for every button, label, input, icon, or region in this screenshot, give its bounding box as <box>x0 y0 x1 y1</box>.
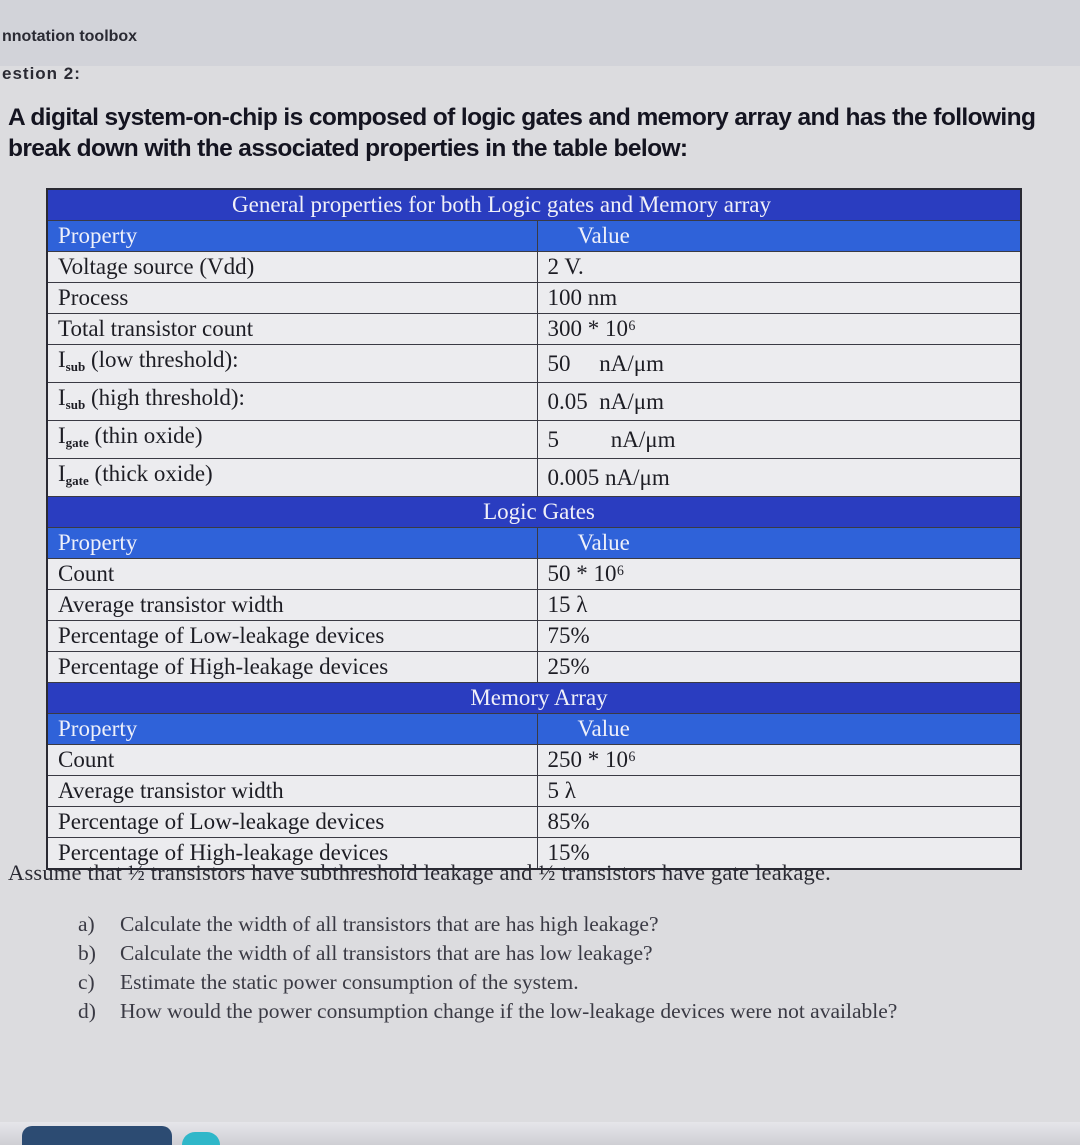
property-cell <box>47 383 537 421</box>
value-cell: 15% <box>537 838 1021 870</box>
property-rest: (low threshold): <box>85 347 239 372</box>
question-label-b: b) <box>78 941 96 965</box>
table-row <box>47 345 1021 383</box>
symbol-main: I <box>58 423 66 448</box>
symbol-sub: gate <box>65 473 89 488</box>
top-toolbar <box>0 0 1080 66</box>
value-cell: 85% <box>537 807 1021 838</box>
logic-header-row <box>47 528 1021 559</box>
property-cell: Percentage of High-leakage devices <box>47 838 537 870</box>
question-text-a: Calculate the width of all transistors that are has high leakage? <box>120 912 659 936</box>
annotation-toolbox-label[interactable]: nnotation toolbox <box>2 28 138 45</box>
table-row <box>47 559 1021 590</box>
property-cell <box>47 421 537 459</box>
value-cell: 0.05 nA/μm <box>537 383 1021 421</box>
general-col-value: Value <box>537 221 1021 252</box>
table-row <box>47 459 1021 497</box>
general-band-row <box>47 189 1021 221</box>
table-row <box>47 590 1021 621</box>
logic-band-title: Logic Gates <box>47 497 1021 528</box>
value-cell: 0.005 nA/μm <box>537 459 1021 497</box>
question-text-c: Estimate the static power consumption of the system. <box>120 970 579 994</box>
property-cell: Percentage of Low-leakage devices <box>47 807 537 838</box>
value-cell: 25% <box>537 652 1021 683</box>
memory-col-value: Value <box>537 714 1021 745</box>
value-cell: 50 * 10⁶ <box>537 559 1021 590</box>
value-cell: 100 nm <box>537 283 1021 314</box>
taskbar-shape <box>182 1132 220 1145</box>
taskbar-shape <box>22 1126 172 1145</box>
memory-band-row <box>47 683 1021 714</box>
question-label-a: a) <box>78 912 95 936</box>
property-cell <box>47 459 537 497</box>
general-header-row <box>47 221 1021 252</box>
symbol-sub: sub <box>65 359 86 374</box>
property-cell: Percentage of High-leakage devices <box>47 652 537 683</box>
table-row <box>47 652 1021 683</box>
property-cell: Percentage of Low-leakage devices <box>47 621 537 652</box>
value-cell: 2 V. <box>537 252 1021 283</box>
value-cell: 5 λ <box>537 776 1021 807</box>
logic-col-property: Property <box>47 528 537 559</box>
logic-band-row <box>47 497 1021 528</box>
table-row <box>47 745 1021 776</box>
logic-col-value: Value <box>537 528 1021 559</box>
property-rest: (thick oxide) <box>88 461 213 486</box>
list-item <box>78 997 1038 1026</box>
question-list <box>78 910 1038 1026</box>
table-row <box>47 807 1021 838</box>
value-cell: 50 nA/μm <box>537 345 1021 383</box>
question-label-c: c) <box>78 970 95 994</box>
symbol-sub: gate <box>65 435 89 450</box>
list-item <box>78 968 1038 997</box>
table-row <box>47 252 1021 283</box>
value-cell: 15 λ <box>537 590 1021 621</box>
question-text-d: How would the power consumption change if the low-leakage devices were not available? <box>120 999 898 1023</box>
memory-col-property: Property <box>47 714 537 745</box>
property-cell: Process <box>47 283 537 314</box>
assumption-text: Assume that ½ transistors have subthreshold leakage and ½ transistors have gate leakage. <box>8 860 831 885</box>
property-rest: (high threshold): <box>85 385 245 410</box>
property-cell: Count <box>47 745 537 776</box>
value-cell: 250 * 10⁶ <box>537 745 1021 776</box>
table-row <box>47 383 1021 421</box>
property-cell: Voltage source (Vdd) <box>47 252 537 283</box>
table-row <box>47 621 1021 652</box>
general-col-property: Property <box>47 221 537 252</box>
value-cell: 300 * 10⁶ <box>537 314 1021 345</box>
value-cell: 75% <box>537 621 1021 652</box>
general-band-title: General properties for both Logic gates and Memory array <box>47 189 1021 221</box>
question-text-b: Calculate the width of all transistors that are has low leakage? <box>120 941 653 965</box>
property-cell: Total transistor count <box>47 314 537 345</box>
symbol-main: I <box>58 347 66 372</box>
question-intro: A digital system-on-chip is composed of logic gates and memory array and has the following break down with the associated properties in the table below: <box>8 104 1036 162</box>
symbol-sub: sub <box>65 397 86 412</box>
property-cell: Average transistor width <box>47 590 537 621</box>
property-cell <box>47 345 537 383</box>
list-item <box>78 910 1038 939</box>
table-row <box>47 421 1021 459</box>
memory-band-title: Memory Array <box>47 683 1021 714</box>
properties-table <box>46 188 1022 870</box>
symbol-main: I <box>58 385 66 410</box>
question-label-d: d) <box>78 999 96 1023</box>
memory-header-row <box>47 714 1021 745</box>
property-rest: (thin oxide) <box>88 423 203 448</box>
question-label: estion 2: <box>2 64 81 83</box>
property-cell: Count <box>47 559 537 590</box>
property-cell: Average transistor width <box>47 776 537 807</box>
list-item <box>78 939 1038 968</box>
value-cell: 5 nA/μm <box>537 421 1021 459</box>
table-row <box>47 314 1021 345</box>
table-row <box>47 283 1021 314</box>
symbol-main: I <box>58 461 66 486</box>
table-row <box>47 776 1021 807</box>
